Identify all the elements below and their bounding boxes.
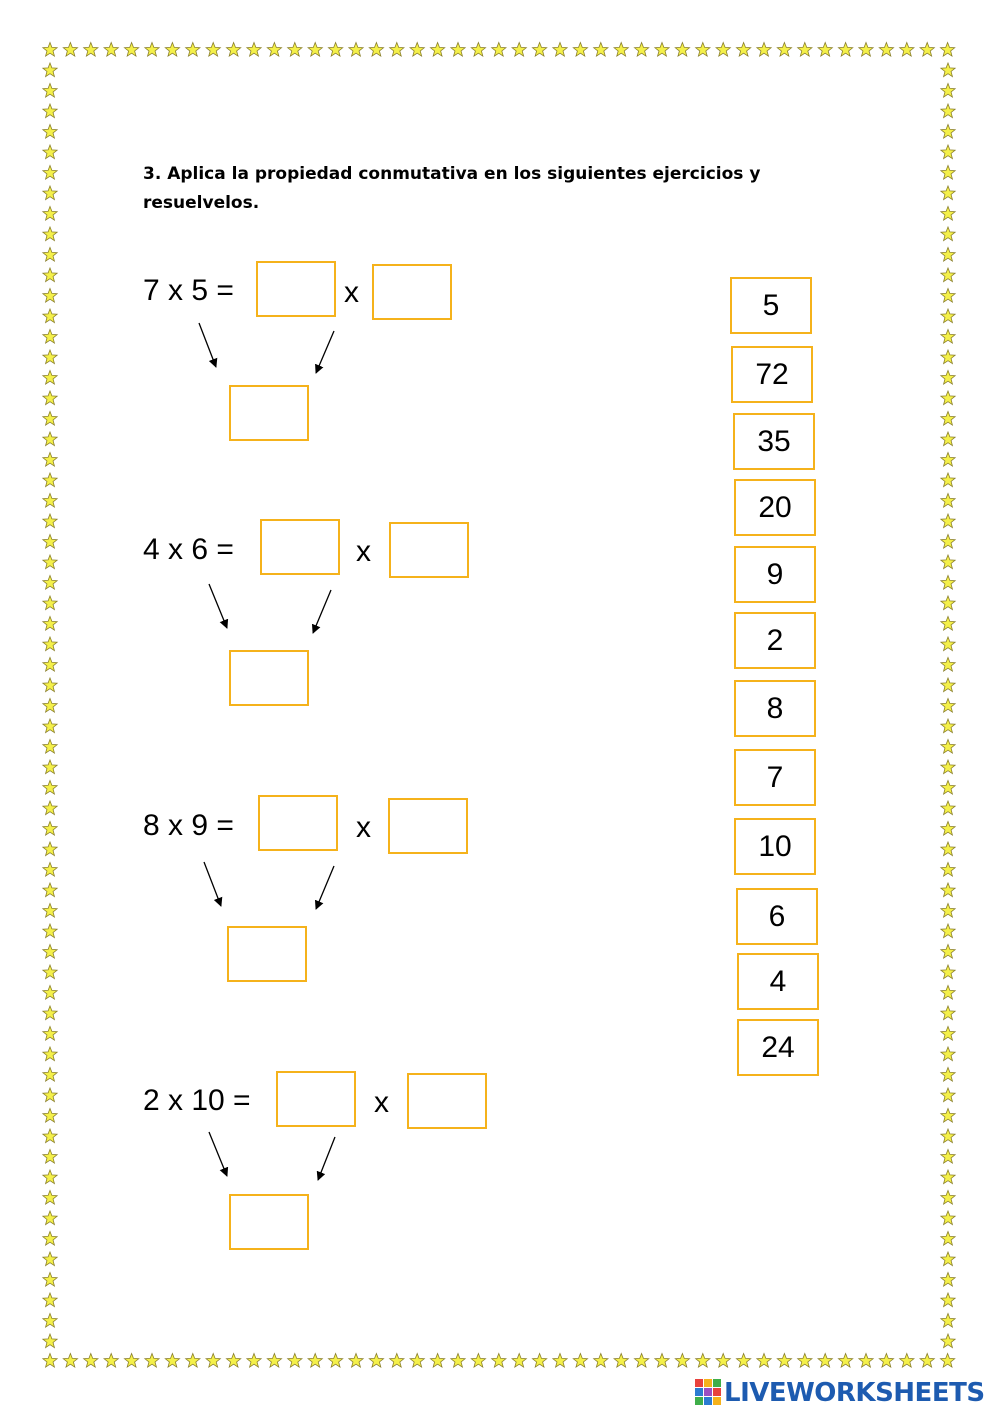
times-sign: x [374, 1086, 389, 1119]
exercise-expression: 2 x 10 = [143, 1084, 251, 1117]
number-tile[interactable]: 72 [731, 346, 813, 403]
number-tile[interactable]: 35 [733, 413, 815, 470]
number-tile[interactable]: 9 [734, 546, 816, 603]
times-sign: x [356, 811, 371, 844]
number-tile[interactable]: 10 [734, 818, 816, 875]
times-sign: x [344, 276, 359, 309]
brand-name: LIVEWORKSHEETS [724, 1378, 985, 1408]
liveworksheets-brand [695, 1377, 985, 1409]
arrow-icon [209, 1132, 227, 1176]
liveworksheets-logo-icon [695, 1379, 721, 1407]
exercise-expression: 7 x 5 = [143, 274, 234, 307]
number-tile[interactable]: 6 [736, 888, 818, 945]
number-tile[interactable]: 24 [737, 1019, 819, 1076]
arrow-icon [209, 584, 227, 628]
times-sign: x [356, 535, 371, 568]
number-tile[interactable]: 8 [734, 680, 816, 737]
arrow-icon [316, 866, 334, 909]
exercise-expression: 8 x 9 = [143, 809, 234, 842]
number-tile[interactable]: 20 [734, 479, 816, 536]
arrow-icon [313, 590, 331, 633]
arrow-icon [318, 1137, 335, 1180]
arrow-icon [204, 862, 221, 906]
number-tile[interactable]: 4 [737, 953, 819, 1010]
number-tile[interactable]: 7 [734, 749, 816, 806]
arrow-icon [316, 331, 334, 373]
number-tile[interactable]: 5 [730, 277, 812, 334]
exercise-expression: 4 x 6 = [143, 533, 234, 566]
arrow-icon [199, 323, 216, 367]
instruction-text: 3. Aplica la propiedad conmutativa en los siguientes ejercicios y resuelvelos. [143, 164, 761, 213]
number-tile[interactable]: 2 [734, 612, 816, 669]
